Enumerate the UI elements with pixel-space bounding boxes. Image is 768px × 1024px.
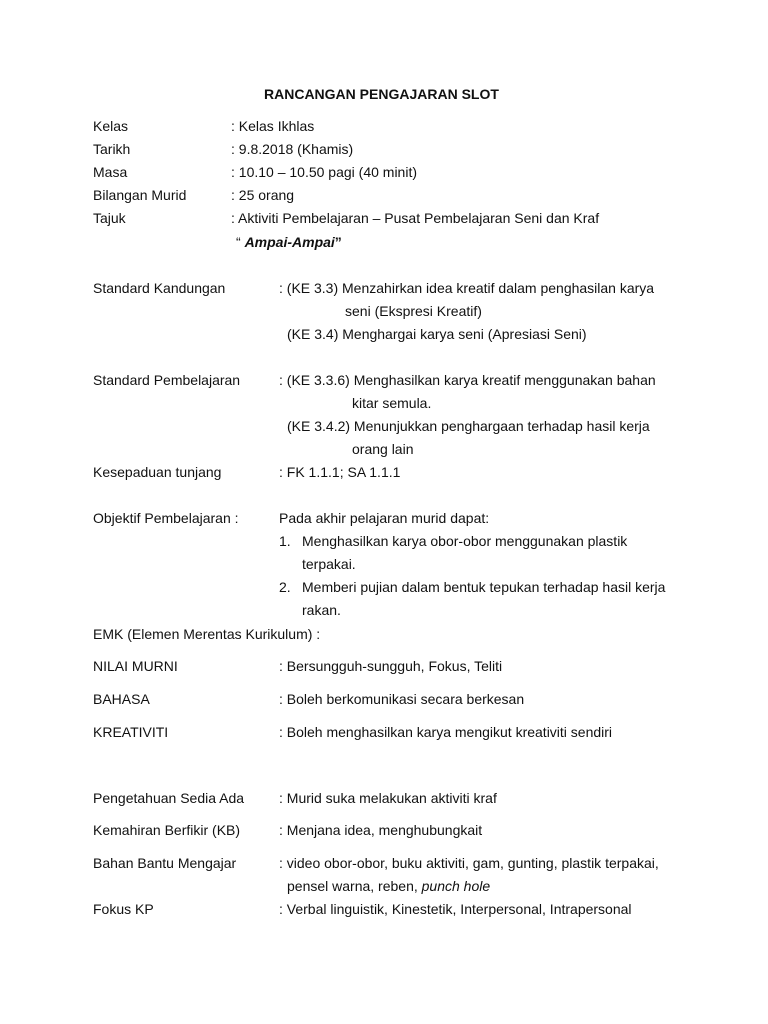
nilai-value: : Bersungguh-sungguh, Fokus, Teliti <box>279 658 503 674</box>
tajuk-label: Tajuk <box>93 210 126 226</box>
bahan-line2-text: pensel warna, reben, <box>287 878 422 894</box>
tajuk-subtitle-text: Ampai-Ampai <box>244 234 335 250</box>
bahan-label: Bahan Bantu Mengajar <box>93 855 237 871</box>
kemahiran-value: : Menjana idea, menghubungkait <box>279 822 483 838</box>
bilangan-value: : 25 orang <box>231 187 295 203</box>
standard-pembelajaran-line1: : (KE 3.3.6) Menghasilkan karya kreatif menggunakan bahan <box>279 372 656 388</box>
objektif-item-number: 1. <box>279 533 291 549</box>
standard-pembelajaran-line4: orang lain <box>352 441 414 457</box>
bahan-line1: : video obor-obor, buku aktiviti, gam, gunting, plastik terpakai, <box>279 855 659 871</box>
masa-label: Masa <box>93 164 128 180</box>
kreativiti-value: : Boleh menghasilkan karya mengikut kreativiti sendiri <box>279 724 613 740</box>
quote-close: ” <box>334 234 342 250</box>
tajuk-value: : Aktiviti Pembelajaran – Pusat Pembelajaran Seni dan Kraf <box>231 210 600 226</box>
fokus-label: Fokus KP <box>93 901 154 917</box>
standard-kandungan-line1: : (KE 3.3) Menzahirkan idea kreatif dalam penghasilan karya <box>279 280 655 296</box>
standard-pembelajaran-line2: kitar semula. <box>352 395 432 411</box>
bahasa-value: : Boleh berkomunikasi secara berkesan <box>279 691 525 707</box>
standard-kandungan-label: Standard Kandungan <box>93 280 226 296</box>
nilai-label: NILAI MURNI <box>93 658 178 674</box>
standard-pembelajaran-line3: (KE 3.4.2) Menunjukkan penghargaan terhadap hasil kerja <box>287 418 650 434</box>
tarikh-value: : 9.8.2018 (Khamis) <box>231 141 354 157</box>
pengetahuan-label: Pengetahuan Sedia Ada <box>93 790 245 806</box>
objektif-item-line1: Menghasilkan karya obor-obor menggunakan plastik <box>302 533 628 549</box>
kelas-label: Kelas <box>93 118 129 134</box>
document-title: RANCANGAN PENGAJARAN SLOT <box>264 86 499 102</box>
objektif-item-line1: Memberi pujian dalam bentuk tepukan terhadap hasil kerja <box>302 579 666 595</box>
objektif-item-line2: rakan. <box>302 602 341 618</box>
kelas-value: : Kelas Ikhlas <box>231 118 315 134</box>
masa-value: : 10.10 – 10.50 pagi (40 minit) <box>231 164 418 180</box>
objektif-label: Objektif Pembelajaran : <box>93 510 239 526</box>
tajuk-subtitle <box>236 233 342 251</box>
quote-open: “ <box>236 234 241 250</box>
standard-kandungan-line3: (KE 3.4) Menghargai karya seni (Apresiasi Seni) <box>287 326 587 342</box>
objektif-intro: Pada akhir pelajaran murid dapat: <box>279 510 490 526</box>
emk-heading: EMK (Elemen Merentas Kurikulum) : <box>93 626 321 642</box>
objektif-item-number: 2. <box>279 579 291 595</box>
kesepaduan-label: Kesepaduan tunjang <box>93 464 222 480</box>
bahan-line2-italic: punch hole <box>421 878 491 894</box>
bahan-line2 <box>287 877 490 895</box>
objektif-item-line2: terpakai. <box>302 556 356 572</box>
kemahiran-label: Kemahiran Berfikir (KB) <box>93 822 241 838</box>
standard-kandungan-line2: seni (Ekspresi Kreatif) <box>345 303 482 319</box>
fokus-value: : Verbal linguistik, Kinestetik, Interpersonal, Intrapersonal <box>279 901 632 917</box>
kreativiti-label: KREATIVITI <box>93 724 169 740</box>
bahasa-label: BAHASA <box>93 691 150 707</box>
bilangan-label: Bilangan Murid <box>93 187 187 203</box>
tarikh-label: Tarikh <box>93 141 131 157</box>
pengetahuan-value: : Murid suka melakukan aktiviti kraf <box>279 790 497 806</box>
standard-pembelajaran-label: Standard Pembelajaran <box>93 372 241 388</box>
kesepaduan-value: : FK 1.1.1; SA 1.1.1 <box>279 464 401 480</box>
